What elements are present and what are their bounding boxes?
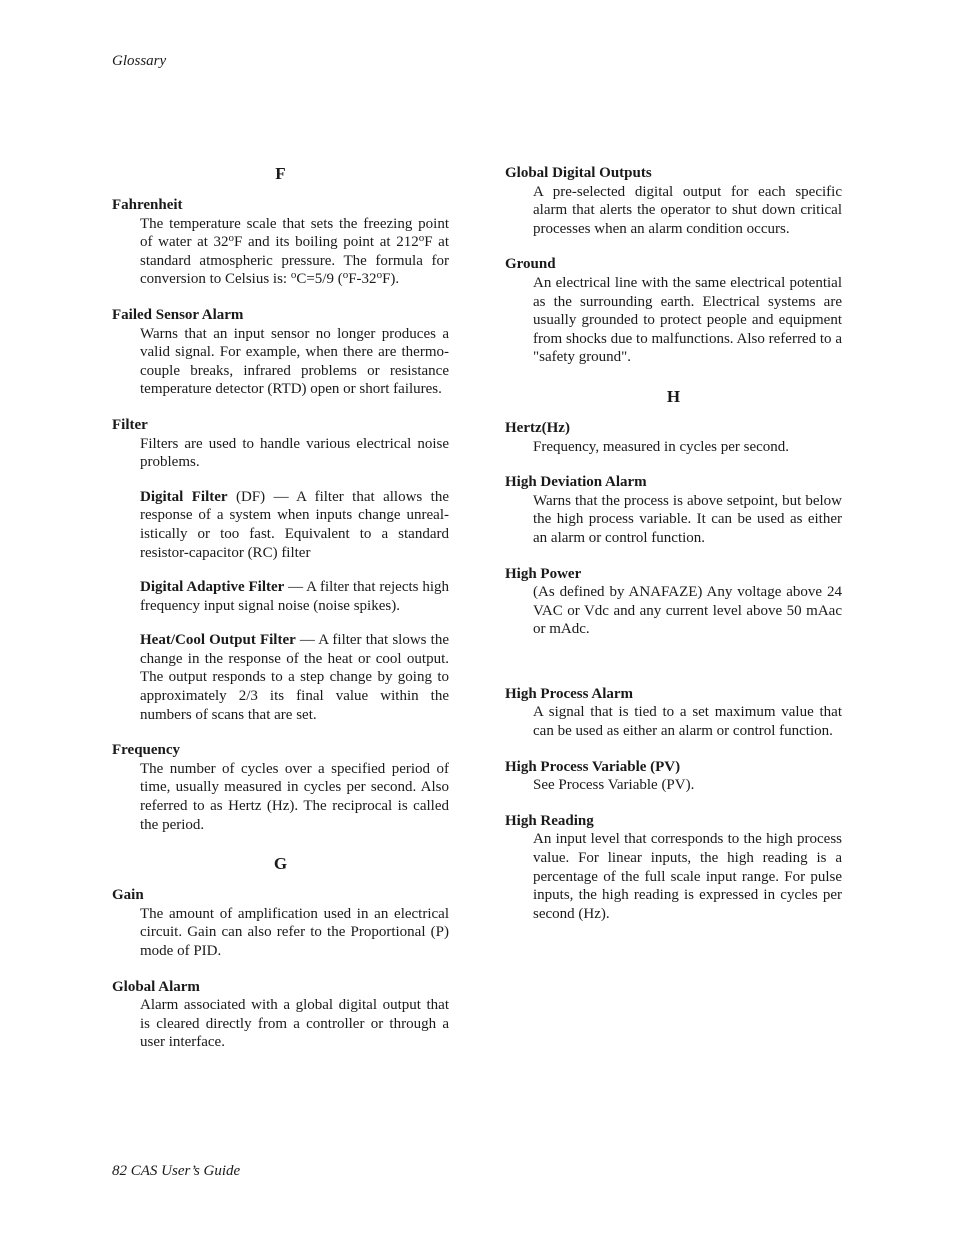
subterm-digital-adaptive-filter: Digital Adaptive Filter xyxy=(140,579,285,596)
subdefinition-digital-filter: (DF) — A filter that allows the response of a system when inputs change unrealistically or too fast. Equivalent to a standard resistor-capacitor (RC) filter xyxy=(140,488,449,561)
term-fahrenheit: Fahrenheit xyxy=(112,197,183,213)
degree-symbol: o xyxy=(418,232,425,245)
degree-symbol: o xyxy=(376,269,383,282)
term-high-power: High Power xyxy=(505,565,582,582)
left-column xyxy=(112,164,449,1069)
term-high-deviation-alarm: High Deviation Alarm xyxy=(505,474,647,491)
term-high-process-variable: High Process Variable (PV) xyxy=(505,758,681,775)
definition-failed-sensor-alarm: Warns that an input sensor no longer produces a valid signal. For example, when there are thermocouple breaks, infrared problems or resistance temperature detector (RTD) open or short failures. xyxy=(140,325,449,398)
degree-symbol: o xyxy=(342,269,349,282)
term-global-alarm: Global Alarm xyxy=(112,978,200,995)
right-column xyxy=(505,164,842,940)
term-hertz: Hertz(Hz) xyxy=(505,419,570,436)
definition-high-deviation-alarm: Warns that the process is above setpoint, but below the high process variable. It can be used as either an alarm or control function. xyxy=(533,492,842,546)
entry-fahrenheit xyxy=(112,196,449,289)
subdefinition-heat-cool-output-filter: — A filter that slows the change in the response of the heat or cool output. The output responds to a step change by going to approximately 2/3 its final value within the numbers of scans that are set. xyxy=(140,632,449,723)
definition-text: F at standard atmospheric pressure. The formula for conversion to Celsius is: xyxy=(140,234,450,288)
definition-global-digital-outputs: A pre-selected digital output for each specific alarm that alerts the operator to shut down critical processes when an alarm condition occurs. xyxy=(533,183,842,237)
definition-fahrenheit xyxy=(140,215,449,289)
subentry-digital-filter xyxy=(140,488,449,562)
entry-global-digital-outputs xyxy=(505,164,842,238)
definition-text: The temperature scale that sets the freezing point of water at 32 xyxy=(140,215,449,251)
entry-high-process-variable xyxy=(505,758,842,795)
subentry-digital-adaptive-filter xyxy=(140,578,449,615)
page-footer: 82 CAS User’s Guide xyxy=(112,1163,241,1179)
entry-gain xyxy=(112,886,449,960)
term-global-digital-outputs: Global Digital Outputs xyxy=(505,165,652,181)
subdefinition-digital-adaptive-filter: — A filter that rejects high frequency input signal noise (noise spikes). xyxy=(140,579,449,614)
term-gain: Gain xyxy=(112,887,144,904)
definition-frequency: The number of cycles over a specified period of time, usually measured in cycles per second. Also referred to as Hertz (Hz). The reciprocal is called the period. xyxy=(140,760,449,833)
term-ground: Ground xyxy=(505,256,556,273)
entry-high-process-alarm xyxy=(505,685,842,741)
definition-hertz: Frequency, measured in cycles per second. xyxy=(533,438,790,455)
definition-global-alarm: Alarm associated with a global digital output that is cleared directly from a controller or through a user interface. xyxy=(140,997,449,1051)
subterm-digital-filter: Digital Filter xyxy=(140,488,228,505)
term-high-process-alarm: High Process Alarm xyxy=(505,685,634,702)
running-head: Glossary xyxy=(112,53,167,69)
definition-high-process-variable: See Process Variable (PV). xyxy=(533,777,695,794)
subentry-heat-cool-output-filter xyxy=(140,631,449,724)
degree-symbol: o xyxy=(290,269,297,282)
definition-text: C=5/9 ( xyxy=(296,271,343,288)
term-failed-sensor-alarm: Failed Sensor Alarm xyxy=(112,306,244,323)
entry-hertz xyxy=(505,419,842,456)
term-filter: Filter xyxy=(112,416,148,433)
definition-high-power: (As defined by ANAFAZE) Any voltage above 24 VAC or Vdc and any current level above 50 mAac or mAdc. xyxy=(533,584,842,638)
term-frequency: Frequency xyxy=(112,742,181,759)
definition-gain: The amount of amplification used in an electrical circuit. Gain can also refer to the Proportional (P) mode of PID. xyxy=(140,905,449,959)
entry-high-deviation-alarm xyxy=(505,473,842,547)
subterm-heat-cool-output-filter: Heat/Cool Output Filter xyxy=(140,632,296,649)
entry-ground xyxy=(505,255,842,367)
definition-text: F). xyxy=(382,271,400,288)
entry-high-power xyxy=(505,565,842,639)
entry-failed-sensor-alarm xyxy=(112,306,449,399)
entry-filter xyxy=(112,416,449,724)
definition-text: F and its boiling point at 212 xyxy=(234,234,419,251)
entry-frequency xyxy=(112,741,449,834)
definition-filter: Filters are used to handle various electrical noise problems. xyxy=(140,435,449,471)
entry-high-reading xyxy=(505,812,842,924)
degree-symbol: o xyxy=(228,232,235,245)
definition-ground: An electrical line with the same electrical potential as the surrounding earth. Electrical systems are usually grounded to protect people and equipment from shocks due to malfunctions. Also referred to a "safety ground". xyxy=(533,274,842,366)
term-high-reading: High Reading xyxy=(505,812,594,829)
section-letter-g: G xyxy=(273,854,288,874)
definition-high-process-alarm: A signal that is tied to a set maximum value that can be used as either an alarm or control function. xyxy=(533,704,842,740)
section-letter-h: H xyxy=(666,386,681,406)
entry-global-alarm xyxy=(112,978,449,1052)
section-letter-f: F xyxy=(275,164,286,183)
definition-text: F-32 xyxy=(348,271,377,288)
definition-high-reading: An input level that corresponds to the high process value. For linear inputs, the high reading is a percentage of the full scale input range. For pulse inputs, the high reading is expressed in cycles per second (Hz). xyxy=(533,831,842,922)
